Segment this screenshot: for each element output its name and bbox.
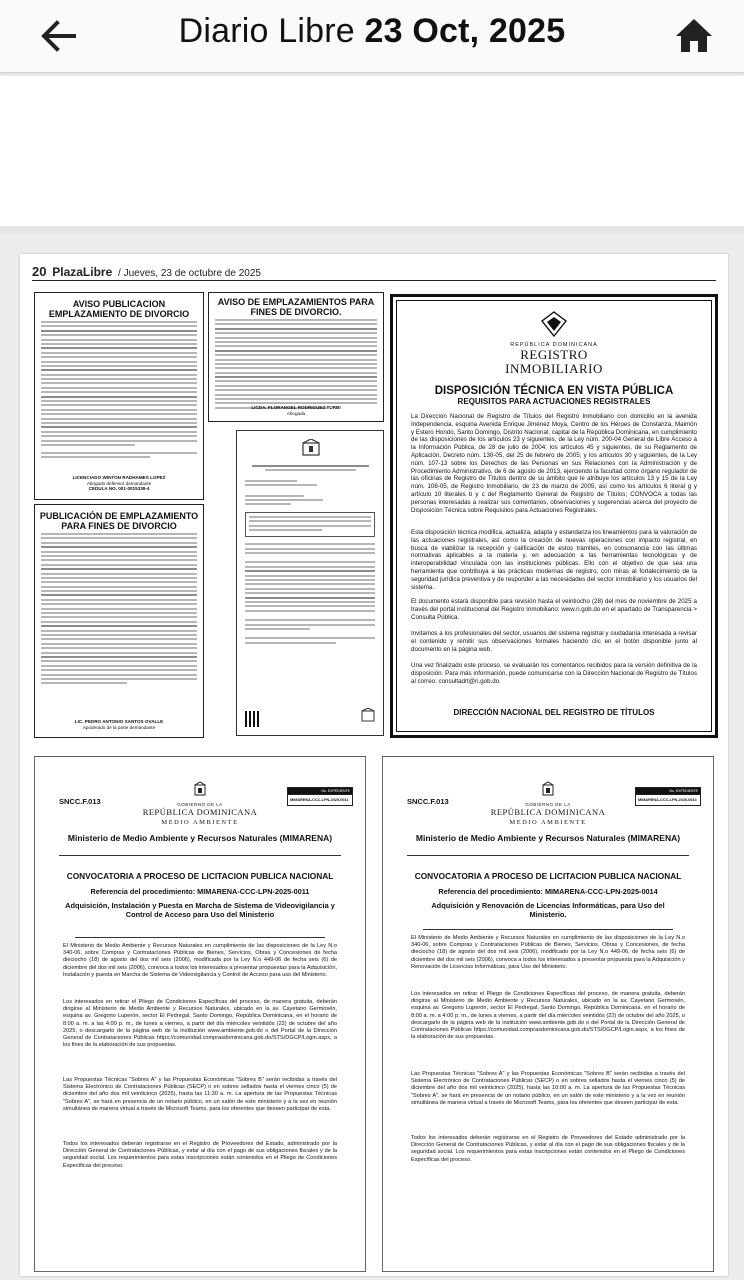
- registro-paragraph-3: El documento estará disponible para revisión hasta el veintiocho (28) del mes de noviembre de 2025 a través del portal institucional del Registro Inmobiliario: www.ri.gob.do en el apartado de Transparencia > Consulta Pública.: [411, 598, 697, 621]
- expediente-value: MIMARENA-CCC-LPN-2025-0011: [288, 794, 352, 805]
- registro-name-line2: INMOBILIARIO: [505, 361, 603, 376]
- signer-name: LIC. PEDRO ANTONIO SANTOS OVALLE: [74, 719, 164, 724]
- title-publication: Diario Libre: [178, 12, 355, 50]
- signer-name: LICDA. FLORANGEL RODRIGUEZ TURBI: [251, 405, 341, 410]
- section-name: PlazaLibre: [52, 265, 113, 279]
- coat-of-arms-icon: [540, 781, 556, 797]
- notice-body: [41, 533, 197, 687]
- notice-title: PUBLICACIÓN DE EMPLAZAMIENTO PARA FINES DE DIVORCIO: [39, 511, 199, 531]
- reference-line: Referencia del procedimiento: MIMARENA-CCC-LPN-2025-0011: [90, 887, 310, 896]
- gov-line-1: GOBIERNO DE LA: [525, 802, 571, 807]
- gov-line-2: REPÚBLICA DOMINICANA: [142, 807, 258, 817]
- expediente-label: No. EXPEDIENTE: [288, 788, 352, 794]
- notice-signature: [35, 719, 203, 730]
- home-icon[interactable]: [672, 14, 716, 58]
- gov-line-3: MEDIO AMBIENTE: [161, 819, 239, 826]
- signer-id: CEDULA NO. 001-0015339-4: [88, 486, 150, 491]
- coat-of-arms-icon: [192, 781, 208, 797]
- court-document-notice: [236, 430, 384, 736]
- registro-gov: REPÚBLICA DOMINICANA: [510, 342, 598, 348]
- header-rule: [32, 280, 716, 281]
- court-document-body: [245, 465, 375, 646]
- tender-paragraph-4: Todos los interesados deberán registrarse en el Registro de Proveedores del Estado, administrado por la Dirección General de Contrataciones Públicas, y estar al día con el pago de sus obligaciones fiscales y de la seguridad social. Los requerimientos para estas inscripciones están contenidos en el Pliego de Condiciones Específicas del proceso.: [63, 1141, 337, 1169]
- previous-page-fragment: [0, 76, 744, 226]
- divorce-notice-2: [34, 504, 204, 738]
- registro-paragraph-2: Esta disposición técnica modifica, actualiza, adapta y estandariza los lineamientos para la valoración de las actuaciones registrales, así como la creación de nuevas operaciones con impacto registral, en busca de viabilizar la recepción y calificación de estos trámites, en consonancia con las últimas normativas aplicables a la materia y, en adecuación a las herramientas tecnológicas y de interoperabilidad vinculada con las instituciones públicas. Ello con el objetivo de que sea una herramienta que contribuya a las prácticas modernas de registro, con miras al fortalecimiento de la seguridad jurídica preventiva y de responder a las necesidades del sector inmobiliario y los usuarios del sistema.: [411, 529, 697, 591]
- convocatoria-title: CONVOCATORIA A PROCESO DE LICITACION PUBLICA NACIONAL: [66, 871, 334, 881]
- app-bar: [0, 0, 744, 72]
- convocatoria-title: CONVOCATORIA A PROCESO DE LICITACION PUBLICA NACIONAL: [414, 871, 682, 881]
- notice-signature: [35, 475, 203, 492]
- tender-paragraph-4: Todos los interesados deberán registrarse en el Registro de Proveedores del Estado administrado por la Dirección General de Contrataciones Públicas, y estar al día con el pago de sus obligaciones fiscales y de la seguridad social. Los requerimientos para estas inscripciones están contenidos en el Pliego de Condiciones Específicas del proceso.: [411, 1135, 685, 1163]
- ministry-name: Ministerio de Medio Ambiente y Recursos Naturales (MIMARENA): [67, 833, 333, 843]
- signer-role: Apoderado de la parte demandante: [82, 724, 156, 730]
- tender-paragraph-3: Las Propuestas Técnicas "Sobres A" y las Propuestas Económicas "Sobres B" serán recibidas a través del Sistema Electrónico de Contrataciones Públicas (SECP) o en sobres sellados hasta el viernes cinco (5) de diciembre del año dos mil veinticinco (2025), hasta las 11:30 a. m. La apertura de las Propuestas Técnicas "Sobres A", se hará en presencia de un notario público, en un salón de este ministerio y a la vez en reunión simultánea de manera virtual a través de Microsoft Teams, para los oferentes que deseen participar de esta.: [63, 1077, 337, 1112]
- signer-name: LICENCIADO WINTON RADHAMES LOPEZ: [72, 475, 166, 480]
- tender-paragraph-1: El Ministerio de Medio Ambiente y Recursos Naturales en cumplimiento de las disposiciones de la Ley N.o 340-06, sobre Compras y Contrataciones Públicas de Bienes, Servicios, Obras y Concesiones de fecha dieciocho (18) de agosto del dos mil seis (2006), modificada por la Ley N.o 449-06 de fecha seis (6) de diciembre del dos mil seis (2006), convoca a todos los interesados a presentar propuestas para la Adquisición, Instalación y puesta en Marcha de Sistema de Videovigilancia y Control de Acceso para uso del Ministerio.: [63, 943, 337, 978]
- signer-role: Abogado defensor demandante: [86, 480, 152, 486]
- registro-emblem-icon: [541, 311, 567, 337]
- reference-line: Referencia del procedimiento: MIMARENA-CCC-LPN-2025-0014: [438, 887, 658, 896]
- registro-subtitle: REQUISITOS PARA ACTUACIONES REGISTRALES: [457, 397, 651, 406]
- title-date: 23 Oct, 2025: [364, 12, 566, 50]
- newspaper-page[interactable]: [20, 254, 728, 1276]
- tender-paragraph-2: Los interesados en retirar el Pliego de Condiciones Específicas del proceso, de manera gratuita, deberán dirigirse al Ministerio de Medio Ambiente y Recursos Naturales, ubicado en la av. Cayetano Germosén, esquina av. Gregorio Luperón, sector El Pedregal, Santo Domingo, República Dominicana, en el horario de 8:00 a. m. a las 4:00 p. m., de lunes a viernes, a partir del día miércoles veintidós (22) de octubre del año 2025, o descargarlo de la página web de la institución www.ambiente.gob.do o del Portal de la Dirección General de Contrataciones Públicas https://comunidad.comprasdominicana.gob.do/STS/DGCP/Login.aspx, a los fines de la elaboración de sus propuestas.: [63, 999, 337, 1049]
- rule: [75, 937, 325, 938]
- registro-paragraph-5: Una vez finalizado este proceso, se evaluarán los comentarios recibidos para la versión definitiva de la disposición. Para más información, puede comunicarse con la Dirección Nacional de Registro de Títulos al correo: consultadrt@ri.gob.do.: [411, 662, 697, 685]
- page-title: [0, 12, 744, 51]
- registro-inmobiliario-notice: [390, 294, 718, 738]
- notice-title: AVISO PUBLICACION EMPLAZAMIENTO DE DIVORCIO: [48, 299, 190, 319]
- registro-footer: DIRECCIÓN NACIONAL DEL REGISTRO DE TÍTULOS: [453, 708, 655, 717]
- gov-line-3: MEDIO AMBIENTE: [509, 819, 587, 826]
- issue-date: Jueves, 23 de octubre de 2025: [123, 268, 261, 279]
- registro-paragraph-1: La Dirección Nacional de Registro de Títulos del Registro Inmobiliario con domicilio en la avenida Independencia, esquina Avenida Enrique Jiménez Moya, Centro de los Héroes de Constanza, Maimón y Estero Hondo, Santo Domingo, Distrito Nacional, capital de la República Dominicana, en cumplimiento de las disposiciones de los artículos 23 y siguientes, de la Ley núm. 200-04 General de Libre Acceso a la Información Pública, de 28 de julio de 2004; los artículos 45 y siguientes, de su Reglamento de Aplicación, Decreto núm. 130-05, del 25 de febrero de 2005; y los artículos 30 y siguientes, de la Ley núm. 107-13 sobre los Derechos de las Personas en sus Relaciones con la Administración y de Procedimiento Administrativo, de 6 de agosto de 2013, ejerciendo la facultad como órgano regulador de las oficinas de Registro de Títulos dentro de su ámbito que le atribuye los artículos 13 y 15 de la Ley núm. 108-05, de Registro Inmobiliario, de 23 de marzo de 2005, así como los artículos 6 literal g y artículo 10 literales b y c del Reglamento General de Registro de Títulos; CONVOCA a todas las personas interesadas a realizar sus comentarios, observaciones y sugerencias acerca del proyecto de Disposición Técnica sobre Requisitos para Actuaciones Registrales.: [411, 413, 697, 514]
- signer-role: Abogada: [286, 410, 306, 416]
- divorce-notice-1: [34, 292, 204, 500]
- seal-icon: [301, 439, 321, 462]
- notice-body: [41, 321, 197, 461]
- registro-paragraph-4: Invitamos a los profesionales del sector, usuarios del sistema registral y ciudadanía interesada a revisar el contenido y remitir sus observaciones formales haciendo clic en el botón disponible junto al documento en la página web.: [411, 630, 697, 653]
- tender-paragraph-3: Las Propuestas Técnicas "Sobres A" y las Propuestas Económicas "Sobres B" serán recibidas a través del Sistema Electrónico de Contrataciones Públicas (SECP) o en sobres sellados hasta el viernes cinco (5) de diciembre del año dos mil veinticinco (2025), hasta las 10:00 a. m. La apertura de las Propuestas Técnicas "Sobres A", se hará en presencia de un notario público, en un salón de este ministerio y a la vez en reunión simultánea de manera virtual a través de Microsoft Teams, para los oferentes que deseen participar de esta.: [411, 1071, 685, 1106]
- mimarena-tender-notice-2: [382, 756, 714, 1272]
- mimarena-tender-notice-1: [34, 756, 366, 1272]
- notice-body: [215, 319, 377, 411]
- expediente-box: [635, 787, 701, 806]
- tender-paragraph-2: Los interesados en retirar el Pliego de Condiciones Específicas del proceso, de manera gratuita, deberán dirigirse al Ministerio de Medio Ambiente y Recursos Naturales, ubicado en la av. Cayetano Germosén, esquina av. Gregorio Luperón, sector El Pedregal, Santo Domingo, República Dominicana, en el horario de 8:00 a. m. a 4:00 p. m., de lunes a viernes, a partir del día miércoles veintidós (22) de octubre del año 2025, o descargarlo de la página web de la institución www.ambiente.gob.do o del Portal de la Dirección General de Contrataciones Públicas https://comunidad.comprasdominicana.gob.do/STS/DGCP/Login.aspx, a los fines de la elaboración de sus propuestas.: [411, 991, 685, 1041]
- rule: [407, 855, 689, 856]
- notice-title: AVISO DE EMPLAZAMIENTOS PARA FINES DE DIVORCIO.: [217, 297, 375, 317]
- tender-subject: Adquisición y Renovación de Licencias Informáticas, para Uso del Ministerio.: [431, 901, 665, 919]
- expediente-box: [287, 787, 353, 806]
- tender-paragraph-1: El Ministerio de Medio Ambiente y Recursos Naturales en cumplimiento de las disposiciones de la Ley N.o 340-06, sobre Compras y Contrataciones Públicas de Bienes, Servicios, Obras y Concesiones, de fecha dieciocho (18) de agosto del dos mil seis (2006), modificado por la Ley N.o 449-06, de fecha seis (6) de diciembre del dos mil seis (2006), convoca a todos los interesados a presentar propuesta para la Adquisición y Renovación de Licencias Informáticas, para Uso del Ministerio.: [411, 935, 685, 970]
- running-header: 20 PlazaLibre / Jueves, 23 de octubre de 2025: [32, 264, 261, 279]
- gov-line-1: GOBIERNO DE LA: [177, 802, 223, 807]
- registro-logo: [397, 311, 711, 376]
- page-number: 20: [32, 264, 47, 279]
- expediente-value: MIMARENA-CCC-LPN-2025-0014: [636, 794, 700, 805]
- notice-signature: [209, 405, 383, 416]
- registro-name-line1: REGISTRO: [520, 347, 588, 362]
- ministry-name: Ministerio de Medio Ambiente y Recursos Naturales (MIMARENA): [415, 833, 681, 843]
- form-code: SNCC.F.013: [407, 797, 449, 806]
- seal-icon-small: [361, 708, 375, 727]
- registro-title: DISPOSICIÓN TÉCNICA EN VISTA PÚBLICA: [434, 385, 674, 397]
- qr-code-icon: [245, 711, 261, 727]
- rule: [423, 929, 673, 930]
- rule: [59, 855, 341, 856]
- gov-line-2: REPÚBLICA DOMINICANA: [490, 807, 606, 817]
- form-code: SNCC.F.013: [59, 797, 101, 806]
- page-separator: [0, 226, 744, 234]
- expediente-label: No. EXPEDIENTE: [636, 788, 700, 794]
- tender-subject: Adquisición, Instalación y Puesta en Marcha de Sistema de Videovigilancia y Control de Acceso para Uso del Ministerio: [65, 901, 335, 919]
- divorce-notice-3: [208, 292, 384, 422]
